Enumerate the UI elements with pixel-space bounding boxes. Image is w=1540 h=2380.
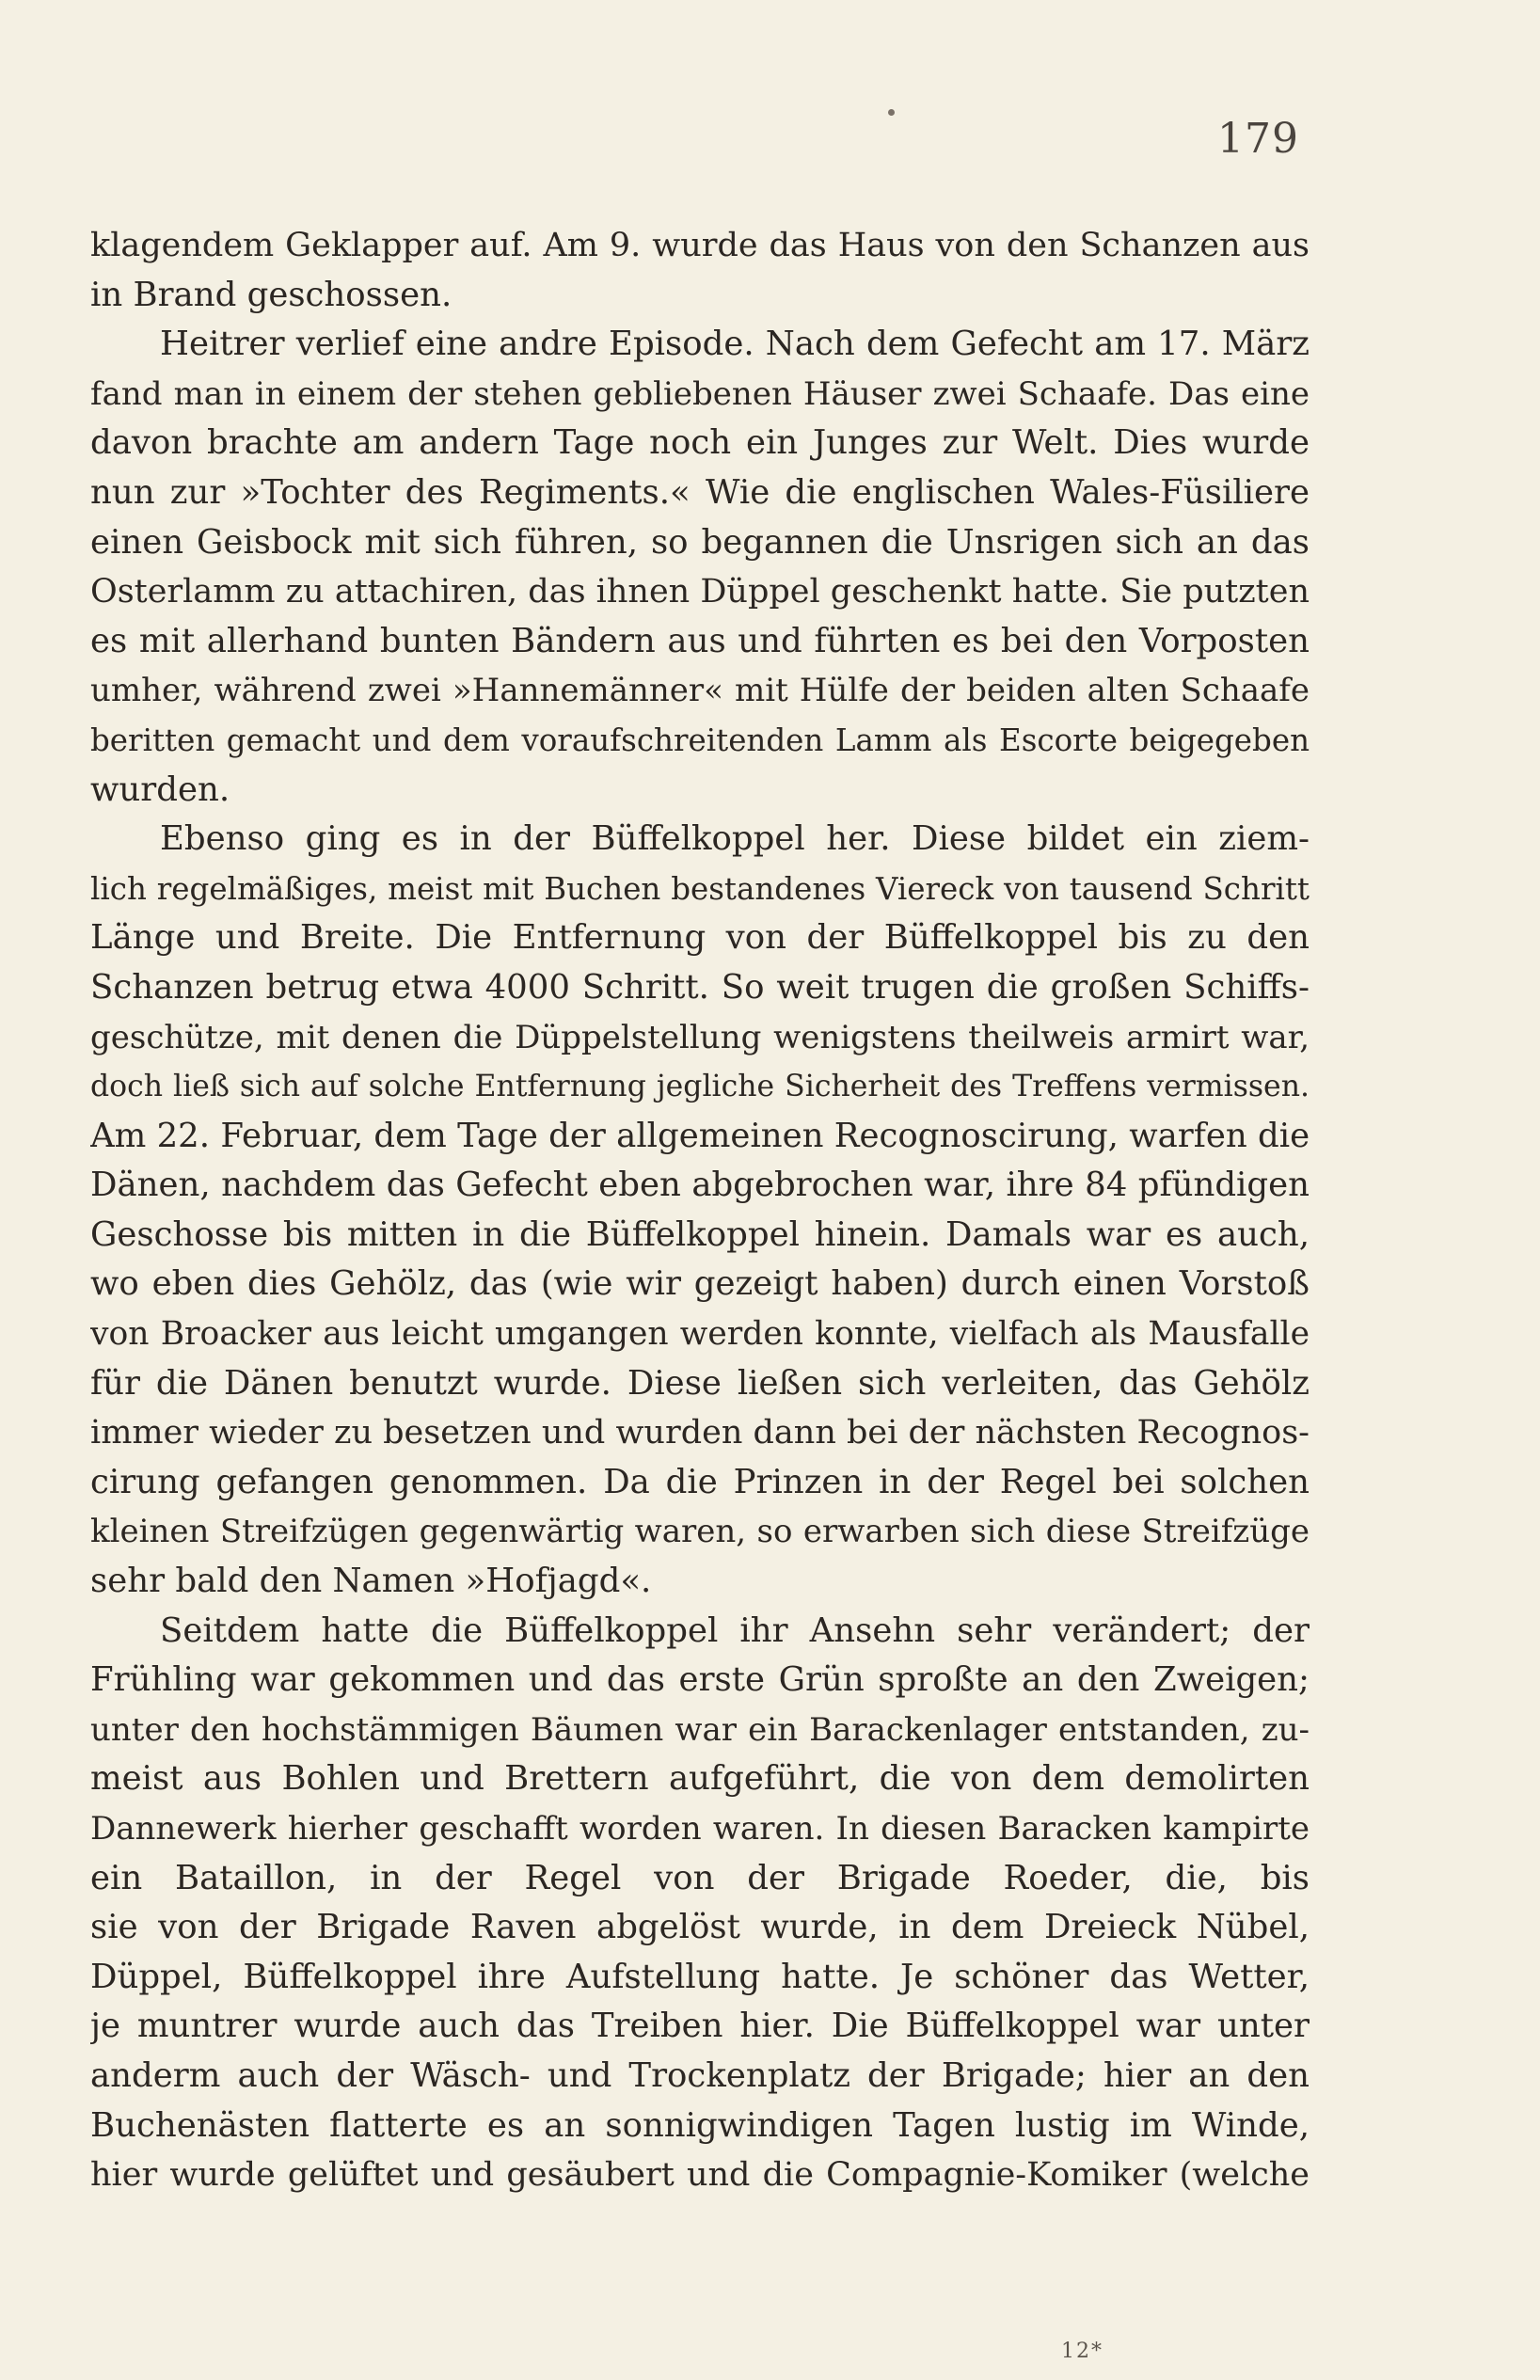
text-line: Frühling war gekommen und das erste Grün sproßte an den Zweigen;: [90, 1660, 1310, 1700]
text-line: nun zur »Tochter des Regiments.« Wie die englischen Wales-Füsiliere: [90, 472, 1310, 512]
text-line: fand man in einem der stehen gebliebenen Häuser zwei Schaafe. Das eine: [90, 374, 1310, 413]
text-line: anderm auch der Wäsch- und Trockenplatz der Brigade; hier an den: [90, 2055, 1310, 2095]
text-line: wo eben dies Gehölz, das (wie wir gezeigt haben) durch einen Vorstoß: [90, 1264, 1310, 1304]
paper-speck: [888, 109, 895, 116]
text-line: lich regelmäßiges, meist mit Buchen bestandenes Viereck von tausend Schritt: [90, 870, 1310, 907]
text-line: für die Dänen benutzt wurde. Diese ließen sich verleiten, das Gehölz: [90, 1363, 1310, 1403]
text-line: Am 22. Februar, dem Tage der allgemeinen Recognoscirung, warfen die: [90, 1116, 1310, 1155]
text-line: doch ließ sich auf solche Entfernung jegliche Sicherheit des Treffens vermissen.: [90, 1070, 1310, 1104]
signature-mark: 12*: [1061, 2340, 1103, 2363]
text-line: Länge und Breite. Die Entfernung von der Büffelkoppel bis zu den: [90, 918, 1310, 958]
text-line: Ebenso ging es in der Büffelkoppel her. Diese bildet ein ziem-: [160, 819, 1310, 859]
text-line: hier wurde gelüftet und gesäubert und die Compagnie-Komiker (welche: [90, 2156, 1310, 2195]
text-line: Seitdem hatte die Büffelkoppel ihr Ansehn sehr verändert; der: [160, 1610, 1310, 1650]
text-line: sehr bald den Namen »Hofjagd«.: [90, 1562, 652, 1601]
text-line: beritten gemacht und dem voraufschreitenden Lamm als Escorte beigegeben: [90, 722, 1310, 758]
text-line: Dannewerk hierher geschafft worden waren. In diesen Baracken kampirte: [90, 1810, 1310, 1848]
text-line: Buchenästen flatterte es an sonnigwindigen Tagen lustig im Winde,: [90, 2105, 1310, 2145]
text-line: davon brachte am andern Tage noch ein Junges zur Welt. Dies wurde: [90, 423, 1310, 463]
text-line: Düppel, Büffelkoppel ihre Aufstellung hatte. Je schöner das Wetter,: [90, 1957, 1310, 1996]
text-line: immer wieder zu besetzen und wurden dann bei der nächsten Recognos-: [90, 1414, 1310, 1452]
text-line: ein Bataillon, in der Regel von der Brigade Roeder, die, bis: [90, 1858, 1310, 1897]
text-line: es mit allerhand bunten Bändern aus und führten es bei den Vorposten: [90, 621, 1310, 660]
text-line: kleinen Streifzügen gegenwärtig waren, so erwarben sich diese Streifzüge: [90, 1513, 1310, 1551]
text-line: Dänen, nachdem das Gefecht eben abgebrochen war, ihre 84 pfündigen: [90, 1166, 1310, 1205]
page-number: 179: [1217, 115, 1299, 163]
text-line: geschütze, mit denen die Düppelstellung wenigstens theilweis armirt war,: [90, 1018, 1310, 1056]
text-line: Heitrer verlief eine andre Episode. Nach dem Gefecht am 17. März: [160, 325, 1310, 364]
text-line: Geschosse bis mitten in die Büffelkoppel hinein. Damals war es auch,: [90, 1214, 1310, 1254]
text-line: Schanzen betrug etwa 4000 Schritt. So weit trugen die großen Schiffs-: [90, 967, 1310, 1007]
text-line: unter den hochstämmigen Bäumen war ein Barackenlager entstanden, zu-: [90, 1710, 1310, 1749]
text-line: cirung gefangen genommen. Da die Prinzen in der Regel bei solchen: [90, 1462, 1310, 1501]
text-line: von Broacker aus leicht umgangen werden konnte, vielfach als Mausfalle: [90, 1315, 1310, 1354]
text-line: klagendem Geklapper auf. Am 9. wurde das Haus von den Schanzen aus: [90, 227, 1310, 264]
text-line: umher, während zwei »Hannemänner« mit Hülfe der beiden alten Schaafe: [90, 672, 1310, 710]
text-line: meist aus Bohlen und Brettern aufgeführt, die von dem demolirten: [90, 1759, 1310, 1799]
text-line: je muntrer wurde auch das Treiben hier. Die Büffelkoppel war unter: [90, 2007, 1310, 2046]
text-line: einen Geisbock mit sich führen, so begannen die Unsrigen sich an das: [90, 522, 1310, 562]
text-line: wurden.: [90, 770, 230, 809]
text-line: Osterlamm zu attachiren, das ihnen Düppel geschenkt hatte. Sie putzten: [90, 573, 1310, 611]
body-text: [90, 221, 1310, 2200]
text-line: in Brand geschossen.: [90, 275, 452, 314]
text-line: sie von der Brigade Raven abgelöst wurde, in dem Dreieck Nübel,: [90, 1908, 1310, 1947]
